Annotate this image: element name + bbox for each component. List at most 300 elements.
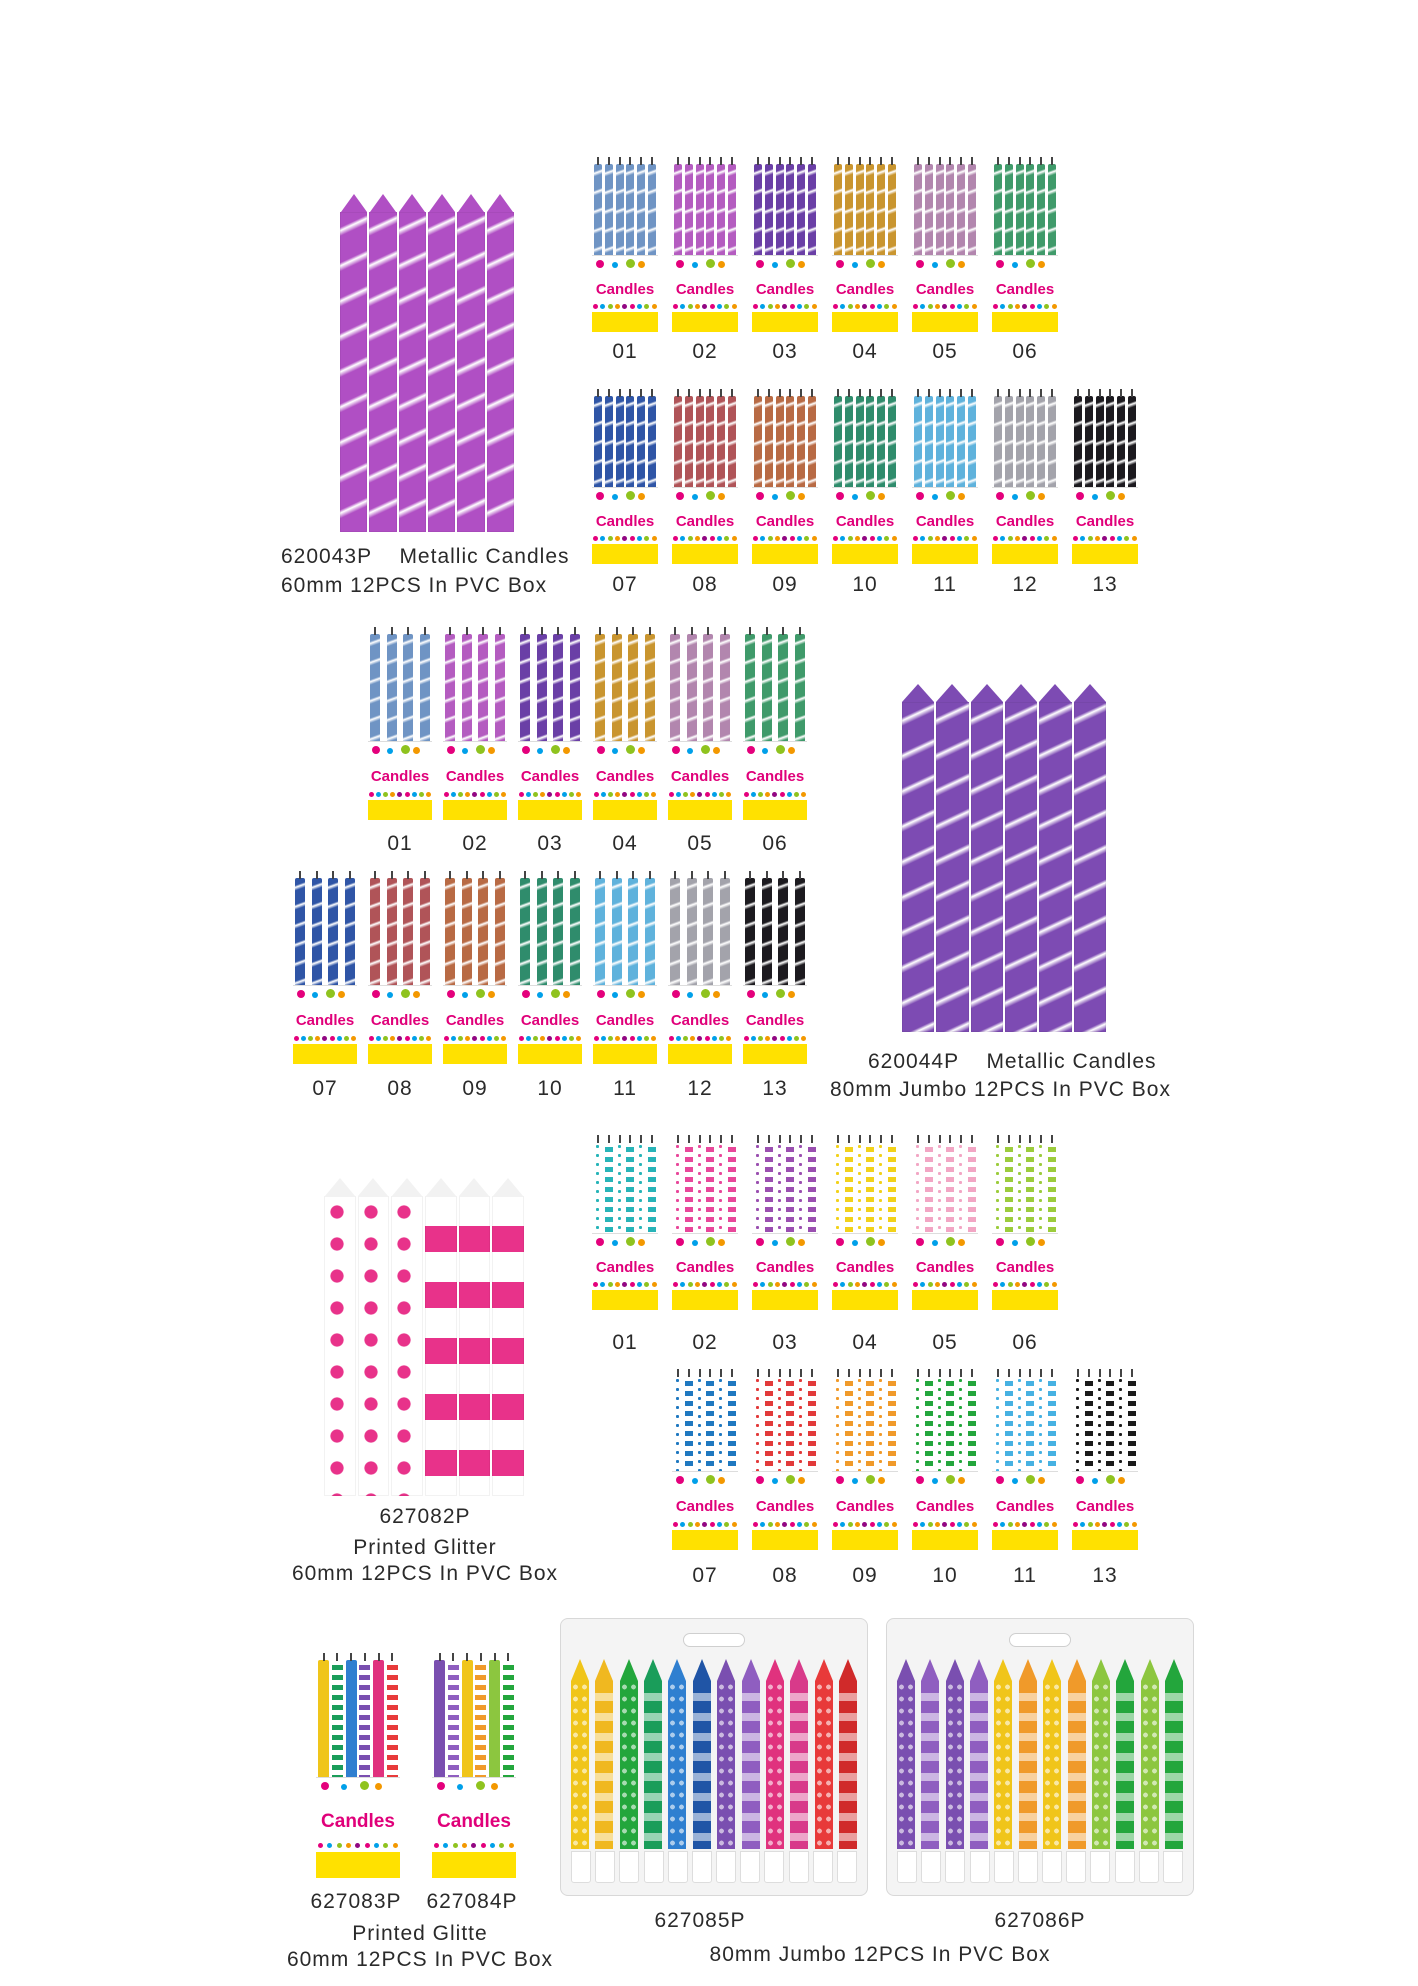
confetti-dot [772,1478,778,1484]
candle [670,878,680,988]
candle [462,634,472,744]
confetti-dot [1076,492,1084,500]
wick [1019,157,1021,165]
wick [378,1653,380,1661]
variant-number: 11 [613,1077,637,1100]
wick [1019,1135,1021,1143]
confetti-dot [836,492,844,500]
variant-pack-10 [912,1368,978,1550]
variant-number: 13 [1092,1564,1118,1587]
yellow-band [672,1530,738,1550]
yellow-band [912,312,978,332]
candle [1117,1376,1125,1474]
product-code: 627082P [379,1505,471,1528]
confetti-dot [786,1237,795,1246]
wick [350,1653,352,1661]
wick [1131,389,1133,397]
confetti-dot [462,748,468,754]
confetti-dot [866,1237,875,1246]
candle [866,1376,874,1474]
variant-pack-04 [593,626,657,820]
yellow-band [743,800,807,820]
wick [800,1135,802,1143]
candle-holder [1042,1851,1062,1883]
candle [685,164,693,258]
candle-row [832,164,898,258]
wick [768,157,770,165]
candle-row [592,164,658,258]
hero-candle [971,702,1003,1032]
wick [811,157,813,165]
wick [720,1135,722,1143]
wick [688,1369,690,1377]
confetti-dot [676,1238,684,1246]
hero-candles-620044p [902,702,1108,1032]
dot-strip [668,792,732,797]
variant-pack-05 [912,1134,978,1310]
wick [677,389,679,397]
candle-tip [399,194,425,212]
pack-header-card [912,487,978,564]
jumbo-candle [742,1681,760,1849]
candle-row [672,1376,738,1474]
wick [789,157,791,165]
candle [1074,396,1082,490]
wick [779,1369,781,1377]
jumbo-candle [644,1681,662,1849]
confetti-dot [718,493,725,500]
confetti-dot [537,992,543,998]
wick [1077,1369,1079,1377]
candle [1037,164,1045,258]
candle [674,1376,682,1474]
confetti-dot [1092,1478,1098,1484]
wick [688,389,690,397]
product-code: 627083P [310,1890,402,1913]
jumbo-candle [766,1681,784,1849]
dot-strip [432,1843,516,1848]
candle [797,164,805,258]
candle-row [592,396,658,490]
caption-627082p-line3 [270,1562,580,1586]
candle [318,1660,329,1786]
confetti-dot [798,1477,805,1484]
dot-strip [752,304,818,309]
hang-hole [1009,1633,1071,1647]
variant-number: 05 [687,832,713,855]
wick [709,389,711,397]
confetti-dot [852,1478,858,1484]
candle-tip [392,1178,422,1196]
candle [1048,1142,1056,1236]
pack-header-card [316,1777,400,1878]
pack-header-card [743,985,807,1064]
confetti-dot [1012,1478,1018,1484]
variant-number: 01 [612,1331,638,1354]
pack-label-candles: Candles [755,513,815,530]
wick [749,627,751,635]
candle [696,1376,704,1474]
candle [765,1376,773,1474]
wick [332,871,334,879]
variant-pack-03 [518,626,582,820]
yellow-band [593,1044,657,1064]
pack-header-card [368,985,432,1064]
variant-number: 08 [387,1077,413,1100]
confetti-dot [1038,1239,1045,1246]
candle-tip [946,1659,964,1681]
candle-row [518,634,582,744]
code-627083p [306,1890,406,1914]
candle-row [443,878,507,988]
jumbo-candle [1165,1681,1183,1849]
yellow-band [672,1290,738,1310]
pack-header-card [912,1233,978,1310]
wick [1029,1369,1031,1377]
wick [651,157,653,165]
wick [1051,157,1053,165]
wick [691,871,693,879]
candle-tip [1074,684,1106,702]
hero-candle [358,1196,390,1496]
dot-strip [752,536,818,541]
variant-number: 06 [762,832,788,855]
candle [553,878,563,988]
wick [541,627,543,635]
wick [651,389,653,397]
wick [766,627,768,635]
pack-header-card [752,255,818,332]
candle-holder [619,1851,639,1883]
hero-candle [1039,702,1071,1032]
variant-number: 13 [1092,573,1118,596]
candle [706,1376,714,1474]
wick [800,389,802,397]
candle [856,1142,864,1236]
confetti-dot [878,493,885,500]
confetti-dot [798,493,805,500]
dot-strip [912,1282,978,1287]
candle [762,634,772,744]
candle [403,634,413,744]
pack-label-candles: Candles [520,768,580,785]
wick [499,871,501,879]
wick [374,871,376,879]
confetti-dot [1012,262,1018,268]
pack-header-card [1072,487,1138,564]
hero-candle [492,1196,524,1496]
variant-pack-01 [592,1134,658,1310]
candle [674,164,682,258]
wick [939,1135,941,1143]
confetti-dot [1026,1475,1035,1484]
dot-strip [832,536,898,541]
candle [1048,164,1056,258]
confetti-dot [1012,1240,1018,1246]
dot-strip [992,1522,1058,1527]
variant-pack-11 [992,1368,1058,1550]
jumbo-candle [815,1681,833,1849]
candle [717,1142,725,1236]
candle [968,1376,976,1474]
candle [765,1142,773,1236]
candle-holder [595,1851,615,1883]
variant-pack-05 [912,156,978,332]
candle [834,1142,842,1236]
variant-number: 13 [762,1077,788,1100]
candle-tip [370,194,396,212]
wick [632,627,634,635]
wick [869,1369,871,1377]
candle [877,164,885,258]
wick [891,1135,893,1143]
candle [612,634,622,744]
candle [786,396,794,490]
variant-number: 03 [537,832,563,855]
wick [1008,1135,1010,1143]
pack-label-candles: Candles [321,1811,395,1832]
pack-header-card [672,1471,738,1550]
wick [1051,389,1053,397]
candle [648,1142,656,1236]
yellow-band [432,1852,516,1878]
candle [478,878,488,988]
candle [968,396,976,490]
wick [891,389,893,397]
candle [1016,1142,1024,1236]
wick [699,157,701,165]
tray-627085p [560,1618,868,1896]
candle [786,1142,794,1236]
pack-header-card [752,1471,818,1550]
candle [754,396,762,490]
candle [570,878,580,988]
pack-label-candles: Candles [595,1012,655,1029]
candle-tip [429,194,455,212]
wick [749,871,751,879]
candle [605,1142,613,1236]
variant-number: 11 [933,573,957,596]
candle-tip [1116,1659,1134,1681]
candle [605,396,613,490]
variant-pack-10 [832,388,898,564]
wick [891,157,893,165]
wick [779,1135,781,1143]
confetti-dot [626,1237,635,1246]
pack-label-candles: Candles [1075,513,1135,530]
wick [651,1135,653,1143]
candle [448,1660,459,1786]
candle [717,164,725,258]
candle [914,396,922,490]
confetti-dot [713,747,720,754]
confetti-dot [713,991,720,998]
confetti-dot [946,1475,955,1484]
candle [637,396,645,490]
pack-header-card [432,1777,516,1878]
variant-number: 10 [852,573,878,596]
candle [877,396,885,490]
hero-candle [399,212,426,532]
pack-label-candles: Candles [745,1012,805,1029]
confetti-dot [612,992,618,998]
wick [869,389,871,397]
confetti-dot [762,748,768,754]
candle [696,396,704,490]
wick [837,1369,839,1377]
confetti-dot [996,260,1004,268]
candle-tip [493,1178,523,1196]
candle [685,1142,693,1236]
caption-620043p-line1 [281,545,570,569]
confetti-dot [522,990,530,998]
wick [688,157,690,165]
wick [707,627,709,635]
wick [869,1135,871,1143]
candle-tip [1005,684,1037,702]
wick [364,1653,366,1661]
hero-candle [1005,702,1037,1032]
wick [848,157,850,165]
wick [949,157,951,165]
confetti-dot [1118,493,1125,500]
wick [1051,1135,1053,1143]
pack-header-card [668,985,732,1064]
pack-label-candles: Candles [595,1259,655,1276]
candle [495,878,505,988]
wick [674,627,676,635]
pack-header-card [592,255,658,332]
candle [776,1142,784,1236]
wick [699,1135,701,1143]
candle [834,1376,842,1474]
product-spec: 60mm 12PCS In PVC Box [291,1562,559,1585]
confetti-dot [597,746,605,754]
candle-row [992,1376,1058,1474]
candle [1037,396,1045,490]
candle-holder [1139,1851,1159,1883]
yellow-band [992,544,1058,564]
candle [475,1660,486,1786]
wick [880,389,882,397]
confetti-dot [692,1240,698,1246]
wick [391,1653,393,1661]
candle [845,396,853,490]
caption-620044p-line1 [868,1050,1157,1074]
pack-label-candles: Candles [370,768,430,785]
wick [391,871,393,879]
wick [1019,1369,1021,1377]
candle-tip [790,1659,808,1681]
wick [859,1135,861,1143]
dot-strip [912,304,978,309]
confetti-dot [786,491,795,500]
candle [1037,1376,1045,1474]
confetti-dot [563,747,570,754]
confetti-dot [326,989,335,998]
candle-row [1072,1376,1138,1474]
candle [1026,1142,1034,1236]
dot-strip [672,304,738,309]
candle [968,164,976,258]
wick [524,871,526,879]
yellow-band [443,800,507,820]
yellow-band [992,1530,1058,1550]
confetti-dot [946,491,955,500]
product-code: 627085P [654,1909,746,1932]
yellow-band [752,544,818,564]
wick [928,389,930,397]
wick [757,389,759,397]
candle [1085,396,1093,490]
confetti-dot [638,261,645,268]
confetti-dot [612,262,618,268]
yellow-band [743,1044,807,1064]
dot-strip [912,1522,978,1527]
pack-label-candles: Candles [595,768,655,785]
dot-strip [752,1282,818,1287]
pack-header-card [832,1471,898,1550]
wick [811,389,813,397]
wick [674,871,676,879]
candle [720,634,730,744]
jumbo-candle [620,1681,638,1849]
pack-label-candles: Candles [915,513,975,530]
hero-candle [459,1196,491,1496]
confetti-dot [772,1240,778,1246]
wick [480,1653,482,1661]
candle [445,634,455,744]
confetti-dot [916,260,924,268]
pack-label-candles: Candles [437,1811,511,1832]
candle [648,164,656,258]
product-code: 627084P [426,1890,518,1913]
pack-label-candles: Candles [835,281,895,298]
wick [766,871,768,879]
candle-row [293,878,357,988]
candle [786,164,794,258]
candle [434,1660,445,1786]
candle [637,164,645,258]
wick [731,1369,733,1377]
candle [808,396,816,490]
variant-number: 07 [692,1564,718,1587]
wick [949,1135,951,1143]
candle [946,396,954,490]
candle-row [992,164,1058,258]
candle [776,164,784,258]
candle [717,1376,725,1474]
wick [971,1369,973,1377]
yellow-band [752,1290,818,1310]
wick [452,1653,454,1661]
pack-label-candles: Candles [595,281,655,298]
candle-tip [571,1659,589,1681]
candle-holder [716,1851,736,1883]
candle-row [752,1142,818,1236]
candle-tip [693,1659,711,1681]
jumbo-candle-row [897,1681,1183,1849]
candle [765,396,773,490]
candle [1005,1376,1013,1474]
wick [619,389,621,397]
confetti-dot [1026,1237,1035,1246]
candle-tip [595,1659,613,1681]
wick [859,1369,861,1377]
confetti-dot [836,1238,844,1246]
yellow-band [518,1044,582,1064]
wick [997,389,999,397]
